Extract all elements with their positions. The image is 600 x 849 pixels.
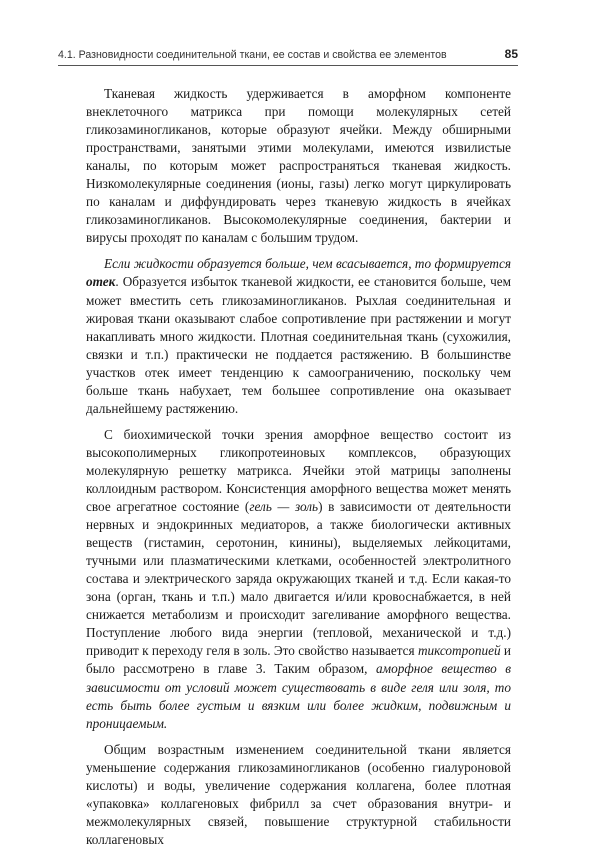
italic-run: гель — золь	[249, 499, 319, 515]
paragraph	[86, 255, 511, 417]
text-run: Тканевая жидкость удерживается в аморфном компоненте внеклеточного матрикса при помощи молекулярных сетей гликозаминогликанов, которые образуют ячейки. Между обширными пространствами, занятыми этими молекулами, имеются извилистые каналы, по которым может распространяться тканевая жидкость. Низкомолекулярные соединения (ионы, газы) легко могут циркулировать по каналам и диффундировать через тканевую жидкость в ячейках гликозаминогликанов. Высокомолекулярные соединения, бактерии и вирусы проходят по каналам с большим трудом.	[86, 86, 511, 246]
paragraph	[86, 426, 511, 733]
italic-run: аморфное вещество в зависимости от условий может существовать в виде геля или золя, то есть быть более густым и вязким или более жидким, подвижным и проницаемым.	[86, 661, 511, 731]
italic-run: тиксотропией	[417, 643, 501, 659]
page-body	[86, 85, 511, 849]
page-number: 85	[504, 47, 518, 61]
text-run: ) в зависимости от деятельности нервных и эндокринных медиаторов, а также биологически активных веществ (гистамин, серотонин, кинины), выделяемых лейкоцитами, тучными или плазматическими клетками, особенностей электролитного состава и электрического заряда окружающих тканей и т.д. Если какая-то зона (орган, ткань и т.п.) мало двигается и/или кровоснабжается, в ней снижается метаболизм и происходит загеливание аморфного вещества. Поступление любого вида энергии (тепловой, механической и т.д.) приводит к переходу геля в золь. Это свойство называется	[86, 499, 512, 659]
text-run: С биохимической точки зрения аморфное вещество состоит из высокополимерных гликопротеиновых комплексов, образующих молекулярную решетку матрикса. Ячейки этой матрицы заполнены коллоидным раствором. Консистенция аморфного вещества может менять свое агрегатное состояние (	[86, 426, 511, 515]
italic-run: Если жидкости образуется больше, чем всасывается, то формируется	[104, 256, 511, 272]
paragraph	[86, 741, 511, 849]
text-run: . Образуется избыток тканевой жидкости, ее становится больше, чем может вместить сеть гликозаминогликанов. Рыхлая соединительная и жировая ткани оказывают слабое сопротивление при растяжении и могут накапливать много жидкости. Плотная соединительная ткань (сухожилия, связки и т.п.) практически не поддается растяжению. В большинстве участков отек имеет тенденцию к самоограничению, поскольку чем больше ткань набухает, тем большее сопротивление она оказывает дальнейшему растяжению.	[86, 274, 511, 416]
header-rule	[58, 65, 518, 66]
text-run: Общим возрастным изменением соединительной ткани является уменьшение содержания гликозаминогликанов (особенно гиалуроновой кислоты) и воды, увеличение содержания коллагена, более плотная «упаковка» коллагеновых фибрилл за счет образования внутри- и межмолекулярных связей, повышение структурной стабильности коллагеновых	[86, 741, 511, 847]
bold-italic-term: отек	[86, 274, 116, 290]
running-header	[58, 47, 518, 61]
paragraph	[86, 85, 511, 247]
section-title: 4.1. Разновидности соединительной ткани, ее состав и свойства ее элементов	[58, 49, 447, 61]
text-run: и было рассмотрено в главе 3. Таким образом,	[86, 643, 512, 677]
